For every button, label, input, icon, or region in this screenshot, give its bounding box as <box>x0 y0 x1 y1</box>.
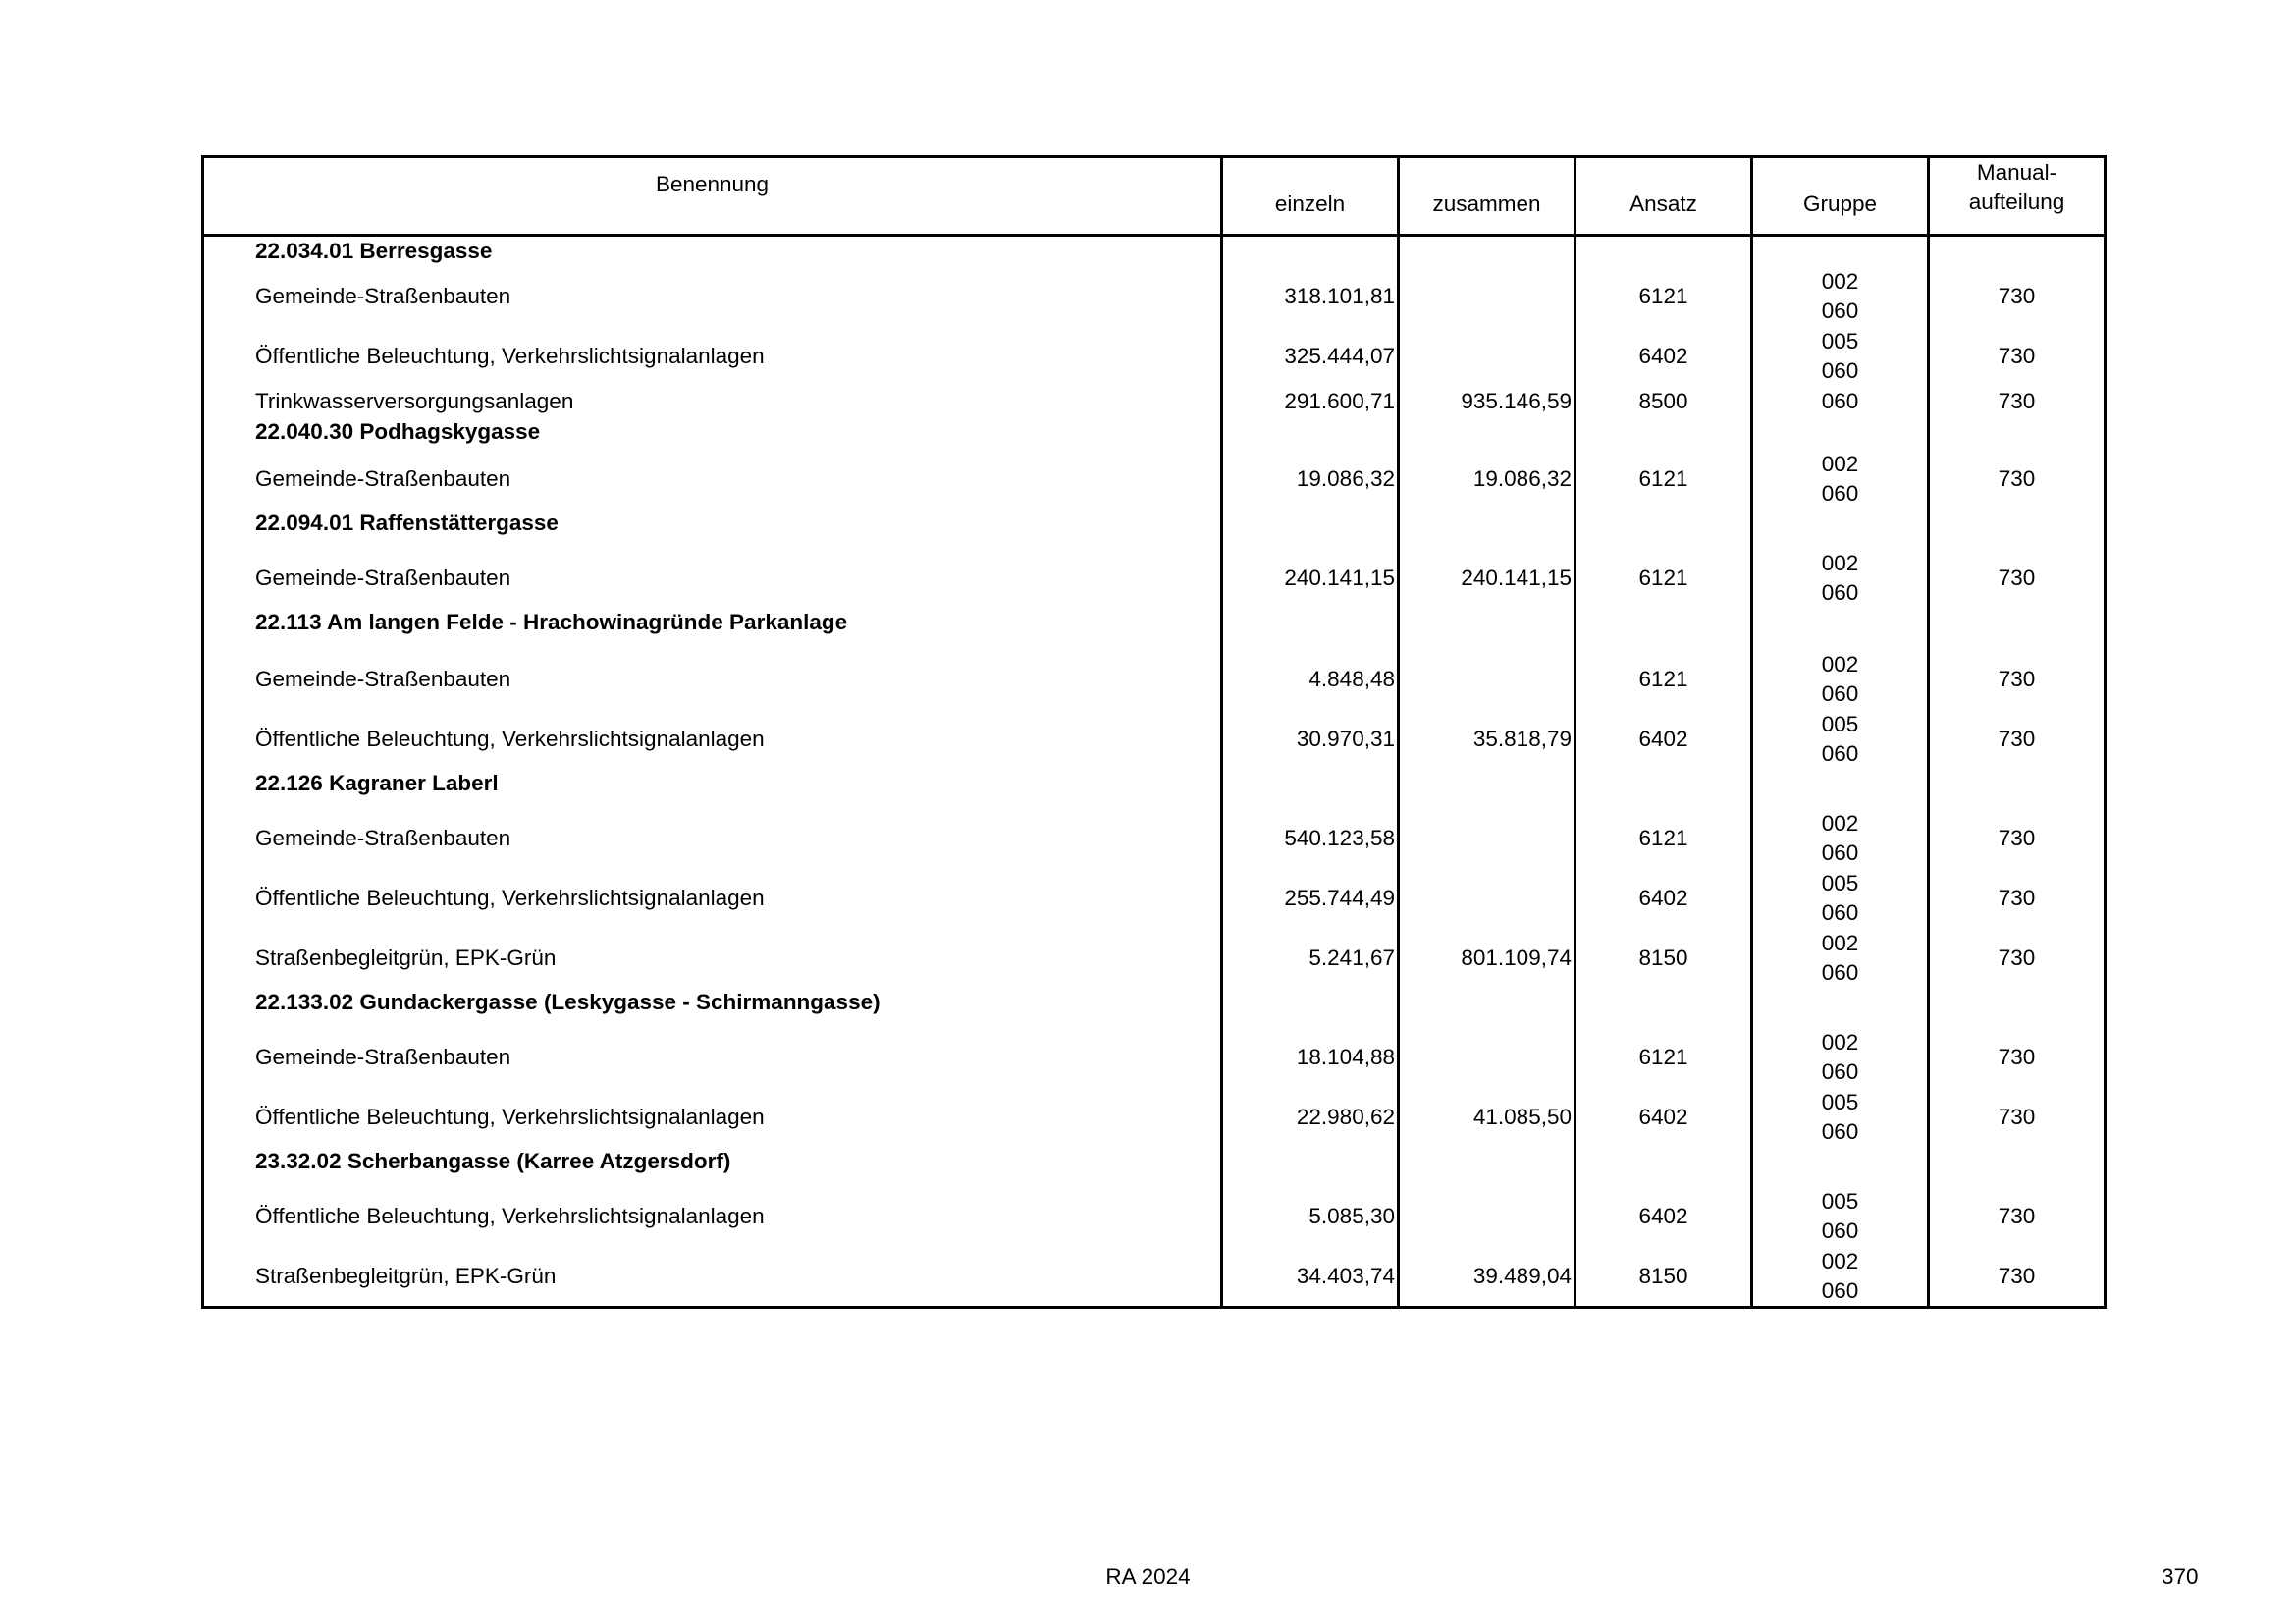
empty-cell <box>1575 417 1752 449</box>
empty-cell <box>1399 1147 1575 1186</box>
table-row <box>203 649 2106 709</box>
row-ansatz: 8500 <box>1575 386 1752 417</box>
row-ansatz: 6121 <box>1575 1027 1752 1087</box>
budget-table <box>201 155 2107 1309</box>
section-header-row <box>203 608 2106 649</box>
section-title: 22.094.01 Raffenstättergasse <box>203 509 1222 548</box>
header-ansatz: Ansatz <box>1575 157 1752 236</box>
section-title: 22.126 Kagraner Laberl <box>203 769 1222 808</box>
gruppe-code: 060 <box>1821 389 1859 413</box>
row-name: Gemeinde-Straßenbauten <box>203 548 1222 608</box>
row-zusammen <box>1399 649 1575 709</box>
row-gruppe <box>1752 709 1929 769</box>
row-name: Trinkwasserversorgungsanlagen <box>203 386 1222 417</box>
gruppe-code: 002 <box>1821 1248 1859 1273</box>
empty-cell <box>1399 608 1575 649</box>
row-name: Öffentliche Beleuchtung, Verkehrslichtsignalanlagen <box>203 868 1222 928</box>
row-manual: 730 <box>1929 1027 2106 1087</box>
empty-cell <box>1222 988 1399 1027</box>
row-einzeln: 34.403,74 <box>1222 1246 1399 1308</box>
row-zusammen: 240.141,15 <box>1399 548 1575 608</box>
row-name: Öffentliche Beleuchtung, Verkehrslichtsignalanlagen <box>203 1186 1222 1246</box>
gruppe-code: 060 <box>1821 839 1859 865</box>
row-gruppe <box>1752 266 1929 326</box>
row-gruppe <box>1752 928 1929 988</box>
gruppe-code: 060 <box>1821 1277 1859 1303</box>
header-gruppe: Gruppe <box>1752 157 1929 236</box>
row-manual: 730 <box>1929 1186 2106 1246</box>
row-manual: 730 <box>1929 1087 2106 1147</box>
header-manual-line1: Manual- <box>1976 160 2057 185</box>
empty-cell <box>1399 509 1575 548</box>
table-row <box>203 709 2106 769</box>
row-name: Gemeinde-Straßenbauten <box>203 449 1222 509</box>
table-row <box>203 868 2106 928</box>
table-row <box>203 1186 2106 1246</box>
table-row <box>203 449 2106 509</box>
gruppe-code: 060 <box>1821 298 1859 323</box>
row-manual: 730 <box>1929 386 2106 417</box>
gruppe-code: 005 <box>1821 1188 1859 1214</box>
table-row <box>203 1087 2106 1147</box>
row-einzeln: 19.086,32 <box>1222 449 1399 509</box>
row-manual: 730 <box>1929 326 2106 386</box>
section-title: 22.040.30 Podhagskygasse <box>203 417 1222 449</box>
row-zusammen: 935.146,59 <box>1399 386 1575 417</box>
empty-cell <box>1752 608 1929 649</box>
gruppe-code: 060 <box>1821 1218 1859 1243</box>
row-name: Gemeinde-Straßenbauten <box>203 266 1222 326</box>
empty-cell <box>1222 1147 1399 1186</box>
row-ansatz: 6402 <box>1575 868 1752 928</box>
row-ansatz: 6121 <box>1575 808 1752 868</box>
gruppe-code: 002 <box>1821 550 1859 575</box>
gruppe-code: 060 <box>1821 899 1859 925</box>
row-zusammen <box>1399 1027 1575 1087</box>
row-gruppe <box>1752 449 1929 509</box>
row-manual: 730 <box>1929 1246 2106 1308</box>
table-row <box>203 548 2106 608</box>
table-header <box>203 157 2106 236</box>
empty-cell <box>1575 769 1752 808</box>
empty-cell <box>1752 1147 1929 1186</box>
row-einzeln: 18.104,88 <box>1222 1027 1399 1087</box>
empty-cell <box>1929 236 2106 267</box>
row-ansatz: 6402 <box>1575 1087 1752 1147</box>
section-header-row <box>203 1147 2106 1186</box>
row-ansatz: 8150 <box>1575 928 1752 988</box>
header-manualaufteilung <box>1929 157 2106 236</box>
row-einzeln: 5.085,30 <box>1222 1186 1399 1246</box>
row-gruppe <box>1752 326 1929 386</box>
empty-cell <box>1222 236 1399 267</box>
empty-cell <box>1575 988 1752 1027</box>
section-title: 22.113 Am langen Felde - Hrachowinagründe Parkanlage <box>203 608 1222 649</box>
row-manual: 730 <box>1929 449 2106 509</box>
row-gruppe <box>1752 649 1929 709</box>
section-title: 23.32.02 Scherbangasse (Karree Atzgersdorf) <box>203 1147 1222 1186</box>
row-ansatz: 6121 <box>1575 449 1752 509</box>
row-zusammen: 39.489,04 <box>1399 1246 1575 1308</box>
header-benennung: Benennung <box>203 157 1222 236</box>
section-header-row <box>203 509 2106 548</box>
empty-cell <box>1575 608 1752 649</box>
gruppe-code: 060 <box>1821 480 1859 506</box>
row-name: Gemeinde-Straßenbauten <box>203 649 1222 709</box>
row-gruppe <box>1752 548 1929 608</box>
section-header-row <box>203 417 2106 449</box>
empty-cell <box>1222 769 1399 808</box>
row-einzeln: 255.744,49 <box>1222 868 1399 928</box>
empty-cell <box>1929 1147 2106 1186</box>
row-zusammen: 801.109,74 <box>1399 928 1575 988</box>
empty-cell <box>1929 509 2106 548</box>
gruppe-code: 005 <box>1821 328 1859 353</box>
row-manual: 730 <box>1929 266 2106 326</box>
empty-cell <box>1575 236 1752 267</box>
row-einzeln: 30.970,31 <box>1222 709 1399 769</box>
gruppe-code: 060 <box>1821 959 1859 985</box>
table-row <box>203 928 2106 988</box>
row-name: Gemeinde-Straßenbauten <box>203 1027 1222 1087</box>
row-manual: 730 <box>1929 928 2106 988</box>
section-header-row <box>203 769 2106 808</box>
page-number: 370 <box>2162 1564 2199 1589</box>
row-zusammen: 41.085,50 <box>1399 1087 1575 1147</box>
row-gruppe <box>1752 1027 1929 1087</box>
row-zusammen <box>1399 326 1575 386</box>
empty-cell <box>1222 608 1399 649</box>
empty-cell <box>1399 769 1575 808</box>
table-row <box>203 266 2106 326</box>
row-einzeln: 325.444,07 <box>1222 326 1399 386</box>
footer-report-label: RA 2024 <box>1105 1564 1191 1589</box>
gruppe-code: 005 <box>1821 870 1859 895</box>
row-manual: 730 <box>1929 548 2106 608</box>
section-title: 22.133.02 Gundackergasse (Leskygasse - Schirmanngasse) <box>203 988 1222 1027</box>
empty-cell <box>1929 769 2106 808</box>
empty-cell <box>1752 988 1929 1027</box>
gruppe-code: 060 <box>1821 740 1859 766</box>
row-name: Öffentliche Beleuchtung, Verkehrslichtsignalanlagen <box>203 326 1222 386</box>
row-einzeln: 22.980,62 <box>1222 1087 1399 1147</box>
section-header-row <box>203 988 2106 1027</box>
table-row <box>203 386 2106 417</box>
row-manual: 730 <box>1929 649 2106 709</box>
row-gruppe <box>1752 1087 1929 1147</box>
row-ansatz: 6402 <box>1575 1186 1752 1246</box>
section-title: 22.034.01 Berresgasse <box>203 236 1222 267</box>
gruppe-code: 060 <box>1821 1058 1859 1084</box>
row-ansatz: 6121 <box>1575 649 1752 709</box>
gruppe-code: 002 <box>1821 451 1859 476</box>
row-zusammen <box>1399 868 1575 928</box>
empty-cell <box>1575 509 1752 548</box>
row-gruppe <box>1752 1246 1929 1308</box>
row-zusammen <box>1399 266 1575 326</box>
empty-cell <box>1222 417 1399 449</box>
header-manual-line2: aufteilung <box>1968 189 2065 214</box>
empty-cell <box>1222 509 1399 548</box>
table-row <box>203 326 2106 386</box>
empty-cell <box>1752 509 1929 548</box>
row-einzeln: 4.848,48 <box>1222 649 1399 709</box>
gruppe-code: 002 <box>1821 268 1859 294</box>
table-row <box>203 1027 2106 1087</box>
row-zusammen: 35.818,79 <box>1399 709 1575 769</box>
gruppe-code: 060 <box>1821 357 1859 383</box>
row-name: Öffentliche Beleuchtung, Verkehrslichtsignalanlagen <box>203 1087 1222 1147</box>
row-ansatz: 6402 <box>1575 326 1752 386</box>
empty-cell <box>1752 417 1929 449</box>
row-zusammen <box>1399 808 1575 868</box>
empty-cell <box>1399 417 1575 449</box>
table-row <box>203 808 2106 868</box>
gruppe-code: 002 <box>1821 930 1859 955</box>
row-einzeln: 291.600,71 <box>1222 386 1399 417</box>
table-row <box>203 1246 2106 1308</box>
row-manual: 730 <box>1929 709 2106 769</box>
row-ansatz: 6402 <box>1575 709 1752 769</box>
row-gruppe <box>1752 808 1929 868</box>
empty-cell <box>1929 988 2106 1027</box>
row-gruppe <box>1752 1186 1929 1246</box>
row-ansatz: 8150 <box>1575 1246 1752 1308</box>
row-ansatz: 6121 <box>1575 548 1752 608</box>
gruppe-code: 002 <box>1821 810 1859 836</box>
gruppe-code: 060 <box>1821 680 1859 706</box>
row-einzeln: 318.101,81 <box>1222 266 1399 326</box>
empty-cell <box>1929 417 2106 449</box>
row-manual: 730 <box>1929 868 2106 928</box>
row-zusammen <box>1399 1186 1575 1246</box>
row-gruppe <box>1752 868 1929 928</box>
table-body <box>203 236 2106 1308</box>
gruppe-code: 002 <box>1821 1029 1859 1055</box>
row-zusammen: 19.086,32 <box>1399 449 1575 509</box>
row-ansatz: 6121 <box>1575 266 1752 326</box>
header-einzeln: einzeln <box>1222 157 1399 236</box>
row-einzeln: 5.241,67 <box>1222 928 1399 988</box>
empty-cell <box>1399 236 1575 267</box>
row-name: Gemeinde-Straßenbauten <box>203 808 1222 868</box>
empty-cell <box>1399 988 1575 1027</box>
gruppe-code: 060 <box>1821 579 1859 605</box>
row-name: Öffentliche Beleuchtung, Verkehrslichtsignalanlagen <box>203 709 1222 769</box>
row-name: Straßenbegleitgrün, EPK-Grün <box>203 1246 1222 1308</box>
header-zusammen: zusammen <box>1399 157 1575 236</box>
empty-cell <box>1575 1147 1752 1186</box>
empty-cell <box>1752 769 1929 808</box>
row-name: Straßenbegleitgrün, EPK-Grün <box>203 928 1222 988</box>
empty-cell <box>1752 236 1929 267</box>
row-manual: 730 <box>1929 808 2106 868</box>
gruppe-code: 005 <box>1821 1089 1859 1114</box>
section-header-row <box>203 236 2106 267</box>
row-einzeln: 540.123,58 <box>1222 808 1399 868</box>
gruppe-code: 005 <box>1821 711 1859 736</box>
row-gruppe <box>1752 386 1929 417</box>
gruppe-code: 060 <box>1821 1118 1859 1144</box>
row-einzeln: 240.141,15 <box>1222 548 1399 608</box>
gruppe-code: 002 <box>1821 651 1859 677</box>
empty-cell <box>1929 608 2106 649</box>
